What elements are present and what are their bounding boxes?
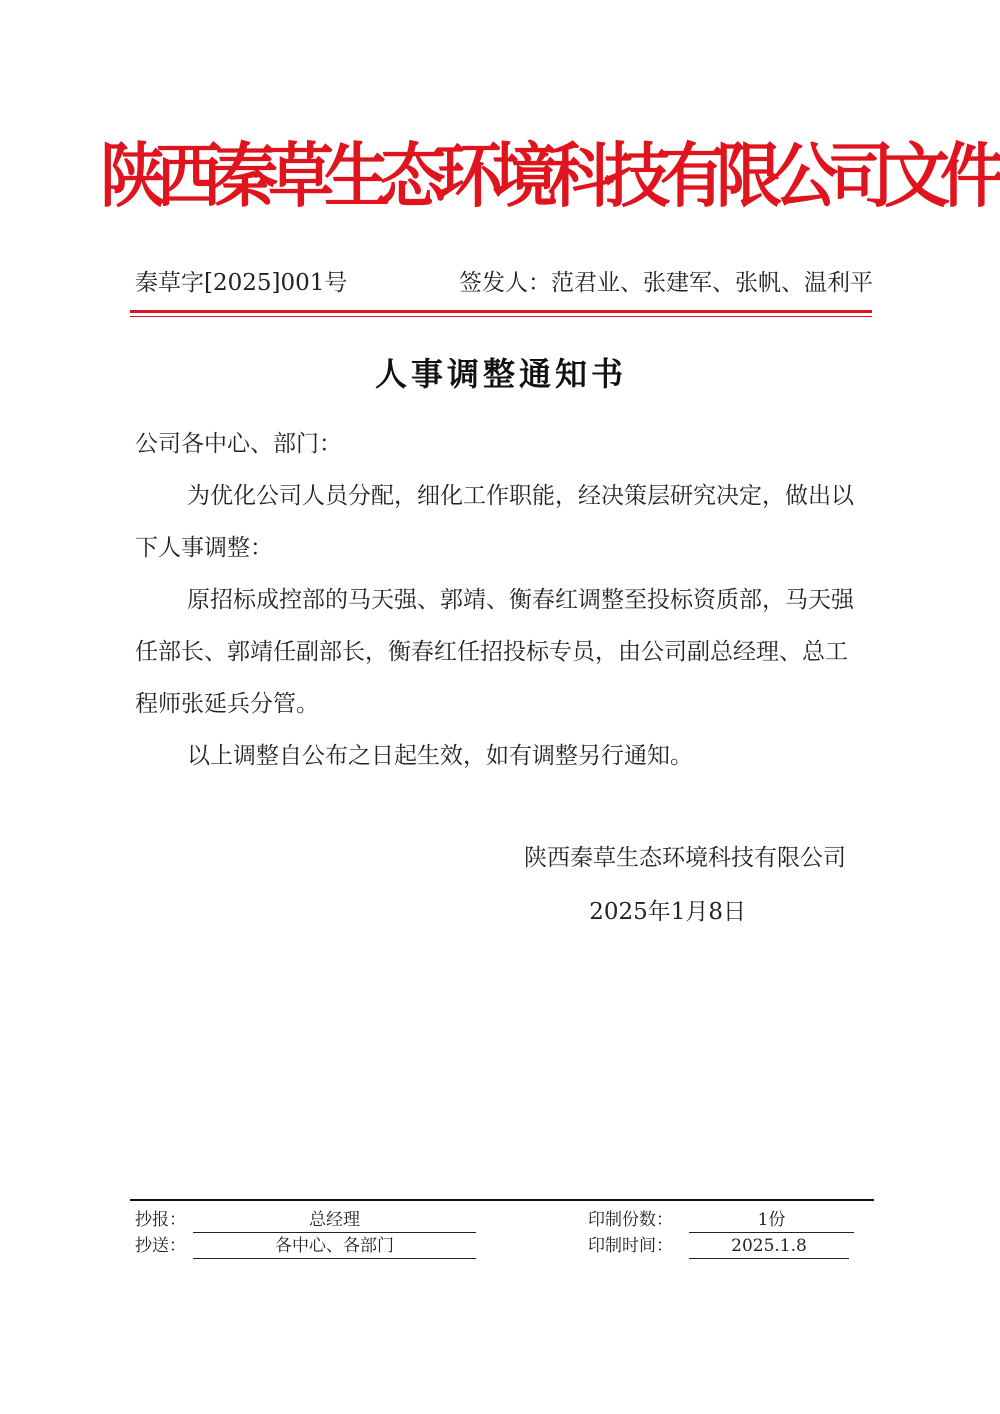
notice-body xyxy=(135,418,863,782)
body-paragraph-1: 为优化公司人员分配，细化工作职能，经决策层研究决定，做出以下人事调整： xyxy=(135,483,854,561)
notice-title: 人事调整通知书 xyxy=(374,355,627,393)
copy-to-value: 各中心、各部门 xyxy=(193,1234,476,1259)
document-header-title: 陕西秦草生态环境科技有限公司文件 xyxy=(100,134,996,218)
copies-label: 印制份数： xyxy=(588,1210,673,1230)
signature-date: 2025年1月8日 xyxy=(589,899,746,925)
salutation: 公司各中心、部门： xyxy=(135,431,342,457)
body-paragraph-2: 原招标成控部的马天强、郭靖、衡春红调整至投标资质部，马天强任部长、郭靖任副部长，衡春红任招投标专员，由公司副总经理、总工程师张延兵分管。 xyxy=(135,587,854,717)
footer-divider xyxy=(130,1199,874,1201)
signature-company: 陕西秦草生态环境科技有限公司 xyxy=(524,845,846,871)
copies-value: 1份 xyxy=(689,1208,854,1233)
header-divider-thin xyxy=(130,316,872,317)
signer-line: 签发人：范君业、张建军、张帆、温利平 xyxy=(459,270,873,296)
body-paragraph-3: 以上调整自公布之日起生效，如有调整另行通知。 xyxy=(187,743,693,769)
print-time-value: 2025.1.8 xyxy=(689,1234,849,1259)
document-number: 秦草字[2025]001号 xyxy=(135,270,348,296)
header-divider-thick xyxy=(130,310,872,313)
report-to-value: 总经理 xyxy=(193,1208,476,1233)
copy-to-label: 抄送： xyxy=(135,1236,186,1256)
report-to-label: 抄报： xyxy=(135,1210,186,1230)
print-time-label: 印制时间： xyxy=(588,1236,673,1256)
